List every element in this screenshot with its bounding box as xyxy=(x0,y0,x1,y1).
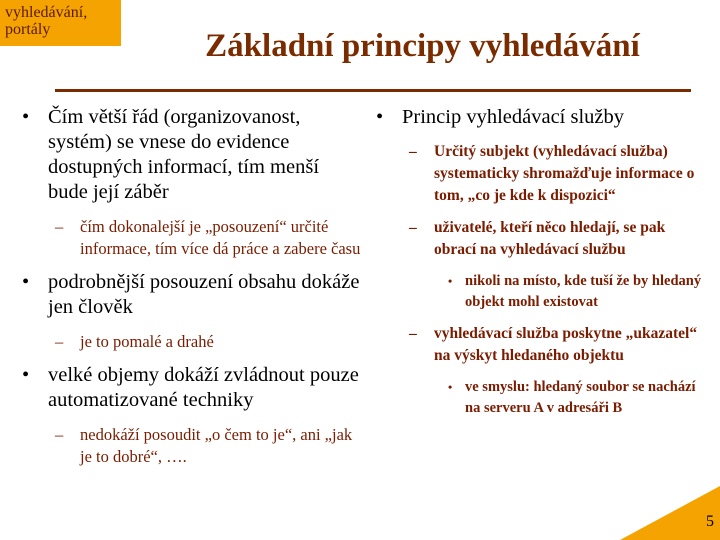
bullet-icon: • xyxy=(376,106,384,128)
page-title: Základní principy vyhledávání xyxy=(205,28,640,64)
list-item-text: podrobnější posouzení obsahu dokáže jen člověk xyxy=(48,271,360,318)
dash-icon: – xyxy=(409,219,417,236)
sub-list-item-text: Určitý subjekt (vyhledávací služba) systematicky shromažďuje informace o tom, „co je kde k dispozici“ xyxy=(434,143,695,204)
list-item-text: Princip vyhledávací služby xyxy=(402,106,625,128)
sub-list-item xyxy=(376,217,706,261)
sub-list-item xyxy=(376,323,706,367)
list-item-text: velké objemy dokáží zvládnout pouze automatizované techniky xyxy=(48,364,359,411)
sub-list-item xyxy=(22,424,362,468)
corner-decoration xyxy=(620,486,720,540)
detail-list-item xyxy=(376,271,706,313)
bullet-icon: • xyxy=(22,271,30,293)
dash-icon: – xyxy=(409,325,417,342)
detail-list-item-text: ve smyslu: hledaný soubor se nachází na serveru A v adresáři B xyxy=(465,379,696,416)
detail-list-item-text: nikoli na místo, kde tuší že by hledaný objekt mohl existovat xyxy=(465,273,702,310)
dash-icon: – xyxy=(55,217,64,236)
small-bullet-icon: • xyxy=(448,380,453,394)
sub-list-item-text: uživatelé, kteří něco hledají, se pak obrací na vyhledávací službu xyxy=(434,219,666,258)
dash-icon: – xyxy=(55,332,64,351)
sub-list-item xyxy=(22,216,362,260)
right-column xyxy=(376,105,706,429)
bullet-icon: • xyxy=(22,106,30,128)
sub-list-item xyxy=(22,331,362,353)
list-item xyxy=(22,363,362,413)
dash-icon: – xyxy=(409,143,417,160)
detail-list-item xyxy=(376,377,706,419)
sub-list-item-text: vyhledávací služba poskytne „ukazatel“ na výskyt hledaného objektu xyxy=(434,325,698,364)
list-item xyxy=(376,105,706,130)
sub-list-item-text: čím dokonalejší je „posouzení“ určité informace, tím více dá práce a zabere času xyxy=(80,217,361,258)
small-bullet-icon: • xyxy=(448,274,453,288)
list-item xyxy=(22,270,362,320)
dash-icon: – xyxy=(55,425,64,444)
left-column xyxy=(22,105,362,478)
page-number: 5 xyxy=(706,513,714,530)
section-tag: vyhledávání, portály xyxy=(0,0,121,46)
bullet-icon: • xyxy=(22,364,30,386)
list-item xyxy=(22,105,362,205)
sub-list-item-text: je to pomalé a drahé xyxy=(80,332,214,351)
list-item-text: Čím větší řád (organizovanost, systém) se vnese do evidence dostupných informací, tím menší bude její záběr xyxy=(48,106,320,203)
sub-list-item xyxy=(376,141,706,207)
sub-list-item-text: nedokáží posoudit „o čem to je“, ani „jak je to dobré“, …. xyxy=(80,425,353,466)
title-divider xyxy=(55,89,691,92)
